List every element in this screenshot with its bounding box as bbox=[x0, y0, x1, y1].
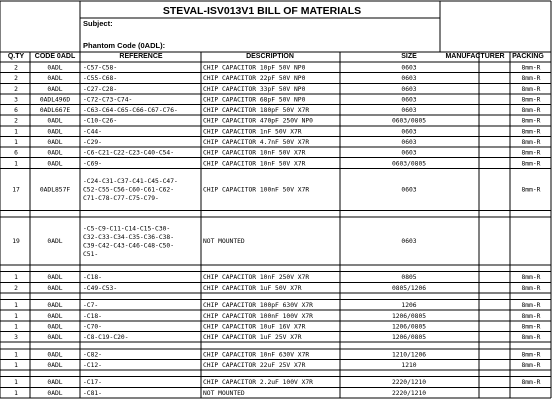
header-qty: Q.TY bbox=[7, 53, 25, 60]
table-row bbox=[14, 390, 426, 397]
size-cell: 1210 bbox=[401, 361, 417, 369]
reference-cell: -C8-C19-C20- bbox=[83, 334, 129, 342]
packing-cell: 8mm-R bbox=[521, 85, 541, 93]
table-row bbox=[14, 96, 541, 103]
size-cell: 1206/0805 bbox=[391, 312, 427, 320]
code-cell: 0ADL bbox=[47, 323, 63, 331]
packing-cell: 8mm-R bbox=[521, 138, 541, 146]
qty-cell: 1 bbox=[14, 379, 18, 387]
qty-cell: 2 bbox=[14, 64, 18, 72]
reference-cell: -C63-C64-C65-C66-C67-C76- bbox=[83, 107, 178, 115]
description-cell: CHIP CAPACITOR 10pF 50V NP0 bbox=[203, 64, 306, 72]
phantom-code-label: Phantom Code (0ADL): bbox=[83, 41, 166, 50]
packing-cell: 8mm-R bbox=[521, 64, 541, 72]
table-row bbox=[12, 226, 417, 258]
size-cell: 1206/0805 bbox=[391, 323, 427, 331]
description-cell: CHIP CAPACITOR 1uF 50V X7R bbox=[203, 284, 302, 292]
packing-cell: 8mm-R bbox=[521, 96, 541, 104]
code-cell: 0ADL857F bbox=[39, 186, 71, 194]
size-cell: 0603/0805 bbox=[391, 117, 427, 125]
description-cell: CHIP CAPACITOR 470pF 250V NP0 bbox=[203, 117, 313, 125]
packing-cell: 8mm-R bbox=[521, 302, 541, 310]
header-description: DESCRIPTION bbox=[246, 53, 294, 60]
size-cell: 1210/1206 bbox=[391, 351, 427, 359]
size-cell: 0603 bbox=[401, 64, 417, 72]
size-cell: 0603 bbox=[401, 149, 417, 157]
size-cell: 0805 bbox=[401, 274, 417, 282]
table-row bbox=[14, 65, 541, 72]
reference-cell: -C18- bbox=[83, 274, 102, 282]
code-cell: 0ADL bbox=[47, 138, 63, 146]
size-cell: 0603 bbox=[401, 75, 417, 83]
table-row bbox=[14, 362, 541, 369]
header-manufacturer: MANUFACTURER bbox=[445, 53, 505, 60]
description-cell: CHIP CAPACITOR 2.2uF 100V X7R bbox=[203, 379, 313, 387]
code-cell: 0ADL bbox=[47, 389, 63, 397]
reference-cell: -C57-C58- bbox=[83, 64, 118, 72]
reference-cell: -C27-C28- bbox=[83, 85, 118, 93]
description-cell: CHIP CAPACITOR 22uF 25V X7R bbox=[203, 361, 306, 369]
qty-cell: 1 bbox=[14, 160, 18, 168]
header-reference: REFERENCE bbox=[119, 53, 163, 60]
page-title: STEVAL-ISV013V1 BILL OF MATERIALS bbox=[162, 5, 362, 17]
table-row bbox=[14, 274, 541, 281]
description-cell: CHIP CAPACITOR 10nF 250V X7R bbox=[203, 274, 310, 282]
qty-cell: 1 bbox=[14, 361, 18, 369]
reference-cell: C71-C78-C77-C75-C79- bbox=[83, 194, 159, 202]
description-cell: CHIP CAPACITOR 10nF 630V X7R bbox=[203, 351, 310, 359]
description-cell: CHIP CAPACITOR 100nF 50V X7R bbox=[203, 186, 310, 194]
table-row bbox=[14, 86, 541, 93]
reference-cell: -C6-C21-C22-C23-C40-C54- bbox=[83, 149, 174, 157]
packing-cell: 8mm-R bbox=[521, 117, 541, 125]
packing-cell: 8mm-R bbox=[521, 323, 541, 331]
qty-cell: 1 bbox=[14, 128, 18, 136]
size-cell: 1206 bbox=[401, 302, 417, 310]
packing-cell: 8mm-R bbox=[521, 75, 541, 83]
size-cell: 2220/1210 bbox=[391, 379, 427, 387]
description-cell: CHIP CAPACITOR 1uF 25V X7R bbox=[203, 334, 302, 342]
qty-cell: 2 bbox=[14, 284, 18, 292]
reference-cell: -C10-C26- bbox=[83, 117, 118, 125]
description-cell: CHIP CAPACITOR 100pF 630V X7R bbox=[203, 302, 313, 310]
code-cell: 0ADL bbox=[47, 312, 63, 320]
packing-cell: 8mm-R bbox=[521, 107, 541, 115]
reference-cell: -C69- bbox=[83, 160, 102, 168]
size-cell: 0603 bbox=[401, 128, 417, 136]
code-cell: 0ADL bbox=[47, 361, 63, 369]
code-cell: 0ADL bbox=[47, 351, 63, 359]
code-cell: 0ADL bbox=[47, 117, 63, 125]
reference-cell: -C82- bbox=[83, 351, 102, 359]
code-cell: 0ADL bbox=[47, 238, 63, 246]
description-cell: CHIP CAPACITOR 33pF 50V NP0 bbox=[203, 85, 306, 93]
reference-cell: -C70- bbox=[83, 323, 102, 331]
reference-cell: C52-C55-C56-C60-C61-C62- bbox=[83, 186, 174, 194]
qty-cell: 6 bbox=[14, 107, 18, 115]
table-row bbox=[12, 178, 540, 202]
qty-cell: 1 bbox=[14, 302, 18, 310]
reference-cell: -C7- bbox=[83, 302, 99, 310]
description-cell: CHIP CAPACITOR 4.7nF 50V X7R bbox=[203, 138, 310, 146]
qty-cell: 1 bbox=[14, 274, 18, 282]
reference-cell: -C72-C73-C74- bbox=[83, 96, 133, 104]
header-code: CODE 0ADL bbox=[34, 53, 76, 60]
qty-cell: 1 bbox=[14, 138, 18, 146]
reference-cell: -C18- bbox=[83, 312, 102, 320]
packing-cell: 8mm-R bbox=[521, 312, 541, 320]
packing-cell: 8mm-R bbox=[521, 361, 541, 369]
code-cell: 0ADL bbox=[47, 160, 63, 168]
description-cell: CHIP CAPACITOR 180pF 50V X7R bbox=[203, 107, 310, 115]
packing-cell: 8mm-R bbox=[521, 284, 541, 292]
description-cell: CHIP CAPACITOR 1nF 50V X7R bbox=[203, 128, 302, 136]
reference-cell: C32-C33-C34-C35-C36-C38- bbox=[83, 233, 174, 241]
qty-cell: 2 bbox=[14, 75, 18, 83]
qty-cell: 17 bbox=[12, 186, 20, 194]
code-cell: 0ADL bbox=[47, 64, 63, 72]
size-cell: 0603 bbox=[401, 96, 417, 104]
code-cell: 0ADL bbox=[47, 284, 63, 292]
header-packing: PACKING bbox=[512, 53, 544, 60]
code-cell: 0ADL496D bbox=[39, 96, 71, 104]
reference-cell: -C24-C31-C37-C41-C45-C47- bbox=[83, 178, 178, 186]
description-cell: CHIP CAPACITOR 10uF 16V X7R bbox=[203, 323, 306, 331]
size-cell: 0603 bbox=[401, 238, 417, 246]
code-cell: 0ADL bbox=[47, 379, 63, 387]
table-row bbox=[14, 313, 541, 320]
qty-cell: 2 bbox=[14, 117, 18, 125]
qty-cell: 19 bbox=[12, 238, 20, 246]
qty-cell: 2 bbox=[14, 85, 18, 93]
code-cell: 0ADL667E bbox=[39, 107, 71, 115]
description-cell: CHIP CAPACITOR 22pF 50V NP0 bbox=[203, 75, 306, 83]
code-cell: 0ADL bbox=[47, 75, 63, 83]
description-cell: CHIP CAPACITOR 68pF 50V NP0 bbox=[203, 96, 306, 104]
table-row bbox=[14, 302, 541, 309]
table-row bbox=[14, 128, 541, 135]
table-row bbox=[14, 150, 541, 157]
qty-cell: 1 bbox=[14, 323, 18, 331]
code-cell: 0ADL bbox=[47, 149, 63, 157]
reference-cell: -C55-C68- bbox=[83, 75, 118, 83]
table-row bbox=[14, 107, 541, 114]
description-cell: CHIP CAPACITOR 100nF 100V X7R bbox=[203, 312, 313, 320]
code-cell: 0ADL bbox=[47, 128, 63, 136]
reference-cell: C51- bbox=[83, 250, 99, 258]
size-cell: 0805/1206 bbox=[391, 284, 427, 292]
size-cell: 0603 bbox=[401, 186, 417, 194]
qty-cell: 1 bbox=[14, 351, 18, 359]
code-cell: 0ADL bbox=[47, 302, 63, 310]
code-cell: 0ADL bbox=[47, 274, 63, 282]
packing-cell: 8mm-R bbox=[521, 334, 541, 342]
table-row bbox=[14, 351, 541, 358]
column-headers bbox=[8, 53, 545, 60]
qty-cell: 1 bbox=[14, 389, 18, 397]
size-cell: 1206/0805 bbox=[391, 334, 427, 342]
reference-cell: -C17- bbox=[83, 379, 102, 387]
code-cell: 0ADL bbox=[47, 334, 63, 342]
reference-cell: -C12- bbox=[83, 361, 102, 369]
reference-cell: -C44- bbox=[83, 128, 102, 136]
reference-cell: -C81- bbox=[83, 389, 102, 397]
header-size: SIZE bbox=[401, 53, 417, 60]
table-row bbox=[14, 160, 541, 167]
packing-cell: 8mm-R bbox=[521, 128, 541, 136]
reference-cell: C39-C42-C43-C46-C48-C50- bbox=[83, 242, 174, 250]
size-cell: 0603 bbox=[401, 85, 417, 93]
size-cell: 0603/0805 bbox=[391, 160, 427, 168]
description-cell: NOT MOUNTED bbox=[203, 389, 245, 397]
qty-cell: 1 bbox=[14, 312, 18, 320]
reference-cell: -C29- bbox=[83, 138, 102, 146]
table-row bbox=[14, 334, 541, 341]
packing-cell: 8mm-R bbox=[521, 274, 541, 282]
reference-cell: -C49-C53- bbox=[83, 284, 118, 292]
table-row bbox=[14, 139, 541, 146]
size-cell: 2220/1210 bbox=[391, 389, 427, 397]
packing-cell: 8mm-R bbox=[521, 160, 541, 168]
table-row bbox=[14, 323, 541, 330]
packing-cell: 8mm-R bbox=[521, 186, 541, 194]
table-row bbox=[14, 75, 541, 82]
qty-cell: 6 bbox=[14, 149, 18, 157]
size-cell: 0603 bbox=[401, 138, 417, 146]
bom-rows bbox=[12, 65, 540, 397]
description-cell: CHIP CAPACITOR 10nF 50V X7R bbox=[203, 149, 306, 157]
packing-cell: 8mm-R bbox=[521, 149, 541, 157]
reference-cell: -C5-C9-C11-C14-C15-C30- bbox=[83, 225, 171, 233]
qty-cell: 3 bbox=[14, 334, 18, 342]
code-cell: 0ADL bbox=[47, 85, 63, 93]
packing-cell: 8mm-R bbox=[521, 379, 541, 387]
table-row bbox=[14, 118, 541, 125]
size-cell: 0603 bbox=[401, 107, 417, 115]
subject-label: Subject: bbox=[83, 19, 113, 28]
table-row bbox=[14, 379, 541, 386]
description-cell: NOT MOUNTED bbox=[203, 238, 245, 246]
table-row bbox=[14, 285, 541, 292]
description-cell: CHIP CAPACITOR 10nF 50V X7R bbox=[203, 160, 306, 168]
qty-cell: 3 bbox=[14, 96, 18, 104]
packing-cell: 8mm-R bbox=[521, 351, 541, 359]
